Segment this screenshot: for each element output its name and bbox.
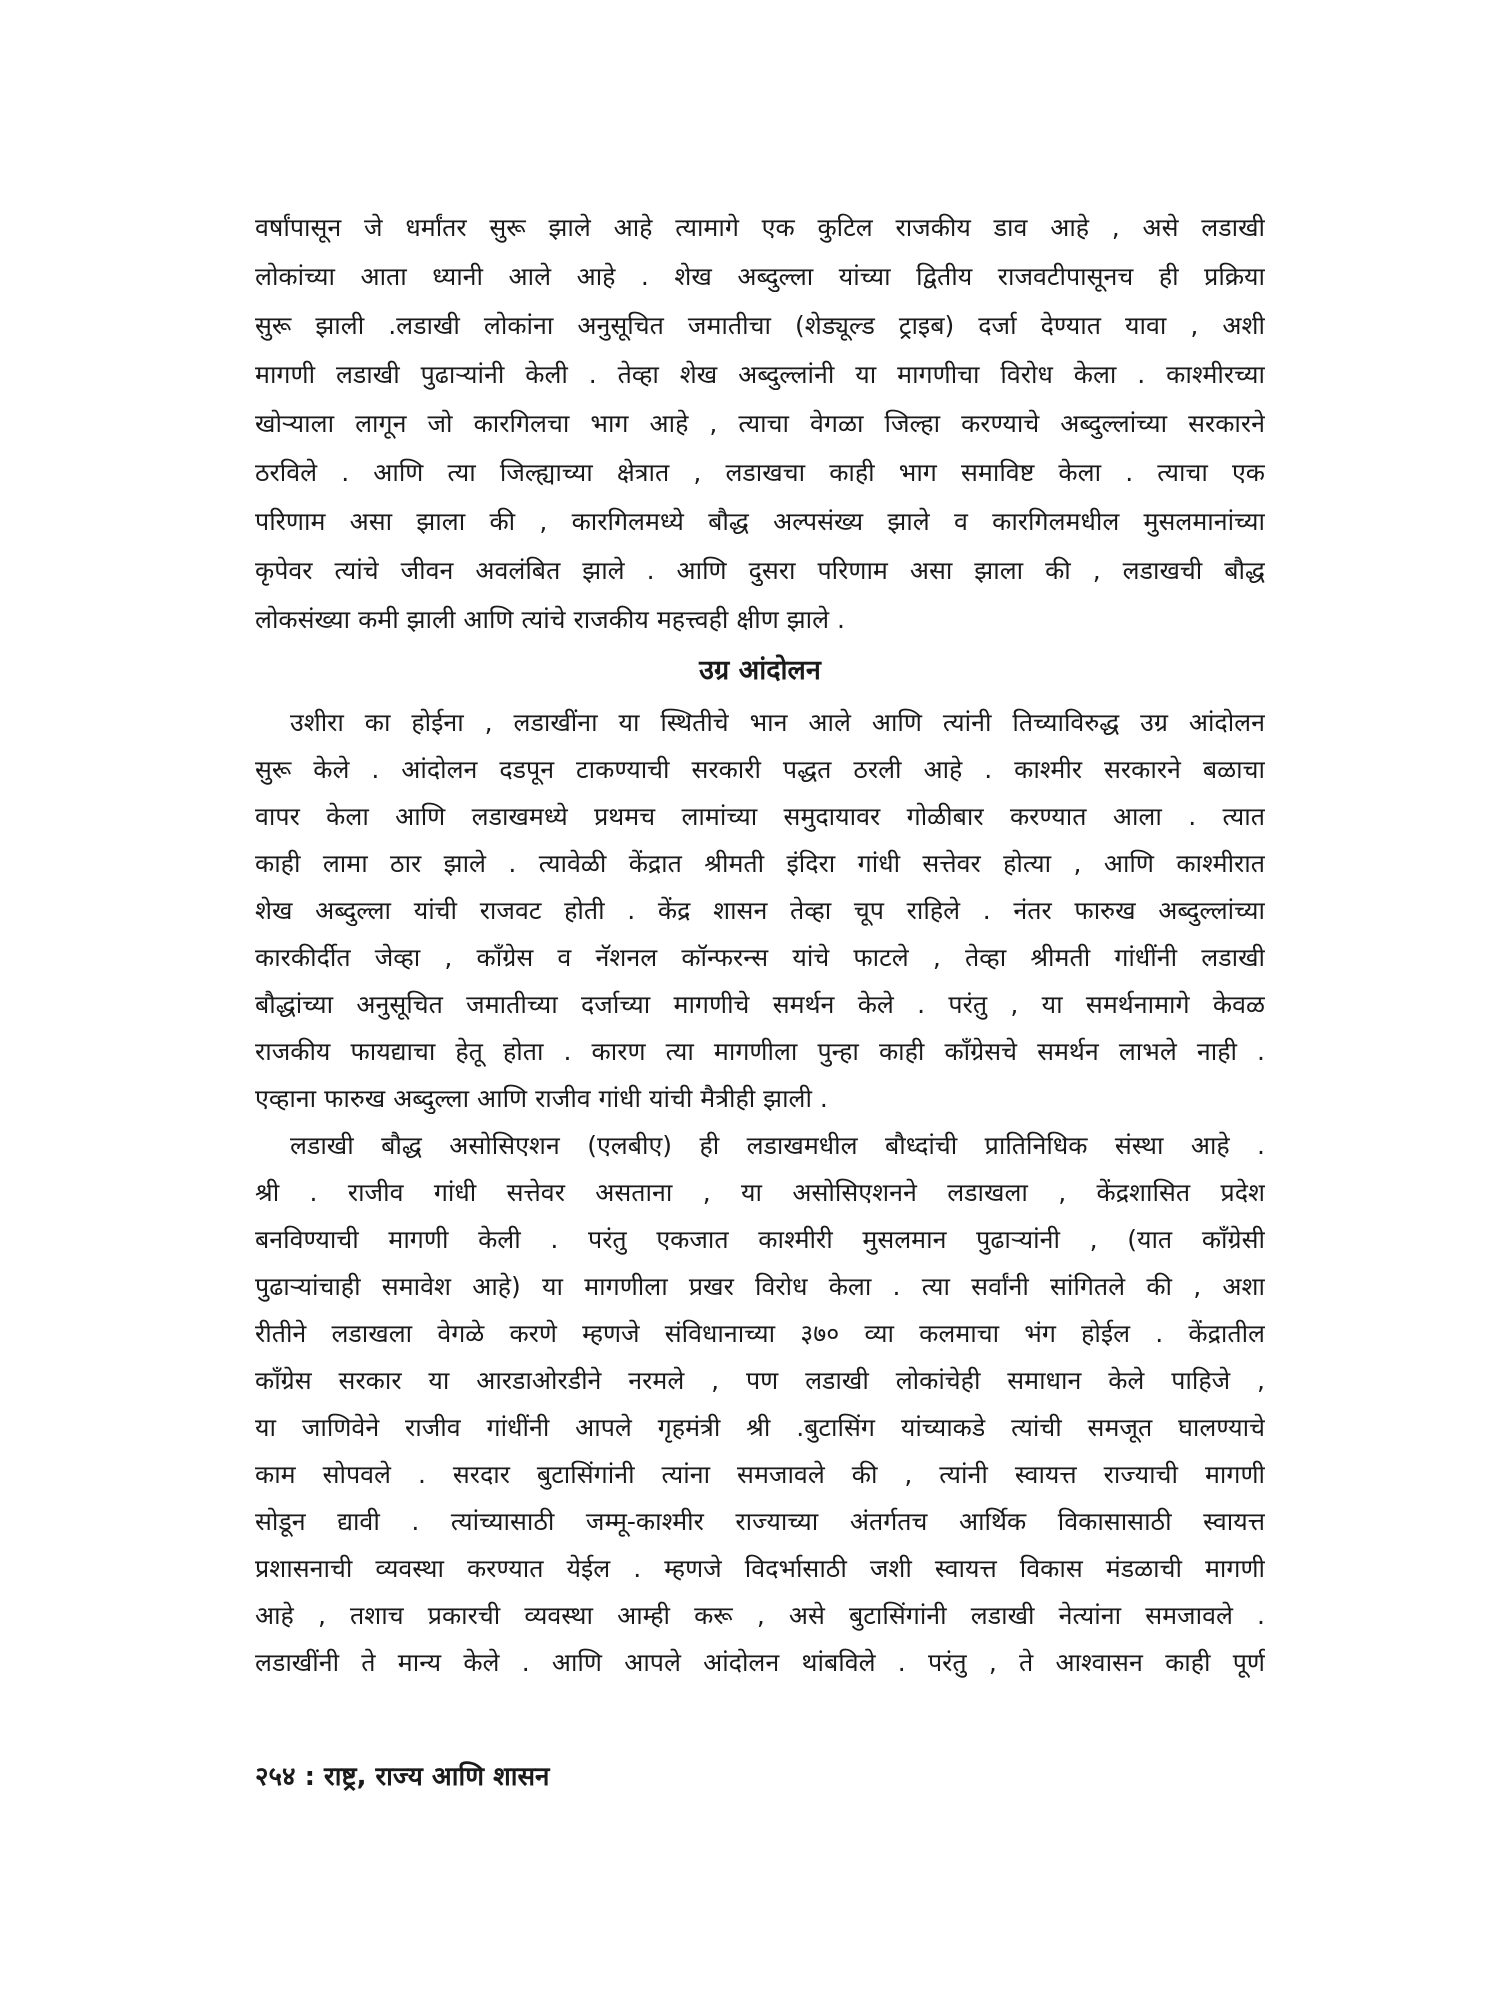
text-line: कारकीर्दीत जेव्हा , काँग्रेस व नॅशनल कॉन्फरन्स यांचे फाटले , तेव्हा श्रीमती गांधींनी लडाखी [255,943,1265,972]
text-line: उशीरा का होईना , लडाखींना या स्थितीचे भान आले आणि त्यांनी तिच्याविरुद्ध उग्र आंदोलन [290,708,1265,737]
text-line: शेख अब्दुल्ला यांची राजवट होती . केंद्र शासन तेव्हा चूप राहिले . नंतर फारुख अब्दुल्लांच्या [255,896,1265,925]
text-line: बौद्धांच्या अनुसूचित जमातीच्या दर्जाच्या मागणीचे समर्थन केले . परंतु , या समर्थनामागे केवळ [255,990,1265,1019]
text-line: पुढाऱ्यांचाही समावेश आहे) या मागणीला प्रखर विरोध केला . त्या सर्वांनी सांगितले की , अशा [255,1272,1265,1301]
text-line: या जाणिवेने राजीव गांधींनी आपले गृहमंत्री श्री .बुटासिंग यांच्याकडे त्यांची समजूत घालण्याचे [255,1413,1265,1442]
text-line: श्री . राजीव गांधी सत्तेवर असताना , या असोसिएशनने लडाखला , केंद्रशासित प्रदेश [255,1178,1265,1207]
text-line: राजकीय फायद्याचा हेतू होता . कारण त्या मागणीला पुन्हा काही काँग्रेसचे समर्थन लाभले नाही . [255,1037,1265,1066]
text-line: सोडून द्यावी . त्यांच्यासाठी जम्मू-काश्मीर राज्याच्या अंतर्गतच आर्थिक विकासासाठी स्वायत्त [255,1507,1265,1536]
text-line: बनविण्याची मागणी केली . परंतु एकजात काश्मीरी मुसलमान पुढाऱ्यांनी , (यात काँग्रेसी [255,1225,1265,1254]
text-line: ठरविले . आणि त्या जिल्ह्याच्या क्षेत्रात , लडाखचा काही भाग समाविष्ट केला . त्याचा एक [255,458,1265,487]
text-line: कृपेवर त्यांचे जीवन अवलंबित झाले . आणि दुसरा परिणाम असा झाला की , लडाखची बौद्ध [255,556,1265,585]
page-footer: २५४ : राष्ट्र, राज्य आणि शासन [255,1762,550,1792]
section-heading: उग्र आंदोलन [699,655,821,686]
text-line: खोऱ्याला लागून जो कारगिलचा भाग आहे , त्याचा वेगळा जिल्हा करण्याचे अब्दुल्लांच्या सरकारने [255,409,1265,438]
text-line: एव्हाना फारुख अब्दुल्ला आणि राजीव गांधी यांची मैत्रीही झाली . [255,1084,828,1113]
text-line: सुरू केले . आंदोलन दडपून टाकण्याची सरकारी पद्धत ठरली आहे . काश्मीर सरकारने बळाचा [255,755,1265,784]
text-line: काम सोपवले . सरदार बुटासिंगांनी त्यांना समजावले की , त्यांनी स्वायत्त राज्याची मागणी [255,1460,1265,1489]
text-line: रीतीने लडाखला वेगळे करणे म्हणजे संविधानाच्या ३७० व्या कलमाचा भंग होईल . केंद्रातील [255,1319,1265,1348]
text-line: काँग्रेस सरकार या आरडाओरडीने नरमले , पण लडाखी लोकांचेही समाधान केले पाहिजे , [255,1366,1265,1395]
text-line: सुरू झाली .लडाखी लोकांना अनुसूचित जमातीचा (शेड्यूल्ड ट्राइब) दर्जा देण्यात यावा , अशी [255,311,1265,340]
text-line: आहे , तशाच प्रकारची व्यवस्था आम्ही करू , असे बुटासिंगांनी लडाखी नेत्यांना समजावले . [255,1601,1265,1630]
text-line: मागणी लडाखी पुढाऱ्यांनी केली . तेव्हा शेख अब्दुल्लांनी या मागणीचा विरोध केला . काश्मीरच्या [255,360,1265,389]
text-line: वर्षांपासून जे धर्मांतर सुरू झाले आहे त्यामागे एक कुटिल राजकीय डाव आहे , असे लडाखी [255,213,1265,242]
text-line: लडाखी बौद्ध असोसिएशन (एलबीए) ही लडाखमधील बौध्दांची प्रातिनिधिक संस्था आहे . [290,1131,1265,1160]
text-line: वापर केला आणि लडाखमध्ये प्रथमच लामांच्या समुदायावर गोळीबार करण्यात आला . त्यात [255,802,1265,831]
text-line: परिणाम असा झाला की , कारगिलमध्ये बौद्ध अल्पसंख्य झाले व कारगिलमधील मुसलमानांच्या [255,507,1265,536]
text-line: लोकसंख्या कमी झाली आणि त्यांचे राजकीय महत्त्वही क्षीण झाले . [255,605,845,634]
text-line: काही लामा ठार झाले . त्यावेळी केंद्रात श्रीमती इंदिरा गांधी सत्तेवर होत्या , आणि काश्मीरात [255,849,1265,878]
text-line: प्रशासनाची व्यवस्था करण्यात येईल . म्हणजे विदर्भासाठी जशी स्वायत्त विकास मंडळाची मागणी [255,1554,1265,1583]
text-line: लोकांच्या आता ध्यानी आले आहे . शेख अब्दुल्ला यांच्या द्वितीय राजवटीपासूनच ही प्रक्रिया [255,262,1265,291]
text-line: लडाखींनी ते मान्य केले . आणि आपले आंदोलन थांबविले . परंतु , ते आश्वासन काही पूर्ण [255,1648,1265,1677]
